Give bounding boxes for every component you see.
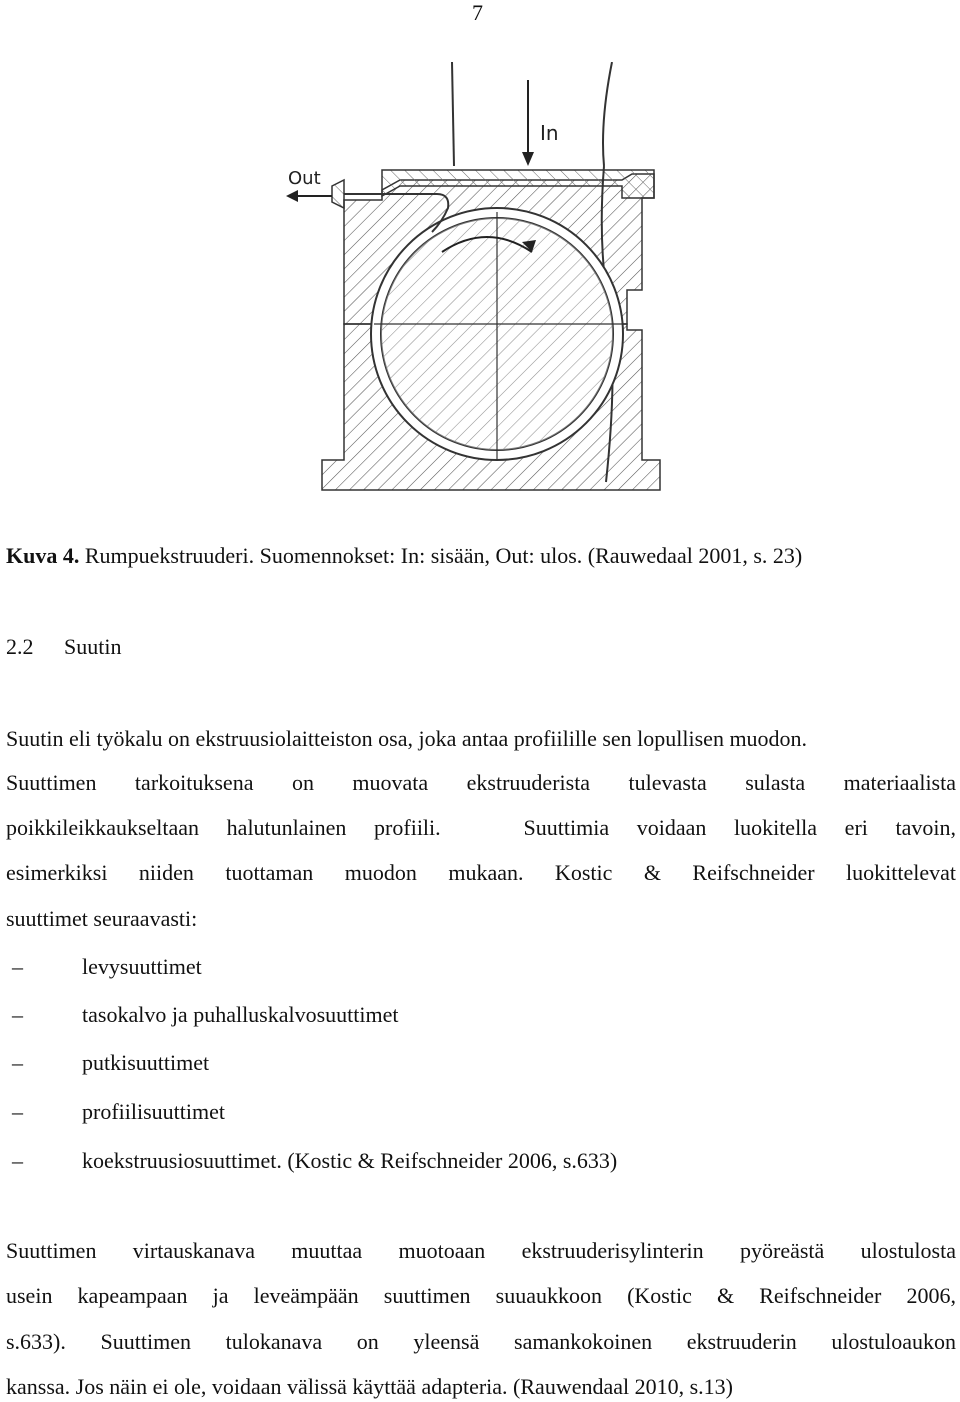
label-in: In bbox=[540, 121, 559, 145]
list-item-text: koekstruusiosuuttimet. (Kostic & Reifschneider 2006, s.633) bbox=[82, 1148, 618, 1173]
out-arrow-head bbox=[286, 190, 298, 202]
list-dash: – bbox=[12, 1099, 23, 1124]
list-item-text: putkisuuttimet bbox=[82, 1050, 210, 1075]
section-title: Suutin bbox=[64, 634, 122, 659]
inlet-wall-left bbox=[452, 62, 454, 166]
page-number: 7 bbox=[472, 0, 483, 25]
caption-text: Rumpuekstruuderi. Suomennokset: In: sisään, Out: ulos. (Rauwedaal 2001, s. 23) bbox=[79, 543, 803, 568]
paragraph1-line-3: poikkileikkaukseltaan halutunlainen profiili. Suuttimia voidaan luokitella eri tavoin, bbox=[6, 815, 956, 840]
list-item-text: profiilisuuttimet bbox=[82, 1099, 225, 1124]
list-dash: – bbox=[12, 1002, 23, 1027]
drum-extruder-figure bbox=[282, 62, 672, 506]
paragraph2-line-1: Suuttimen virtauskanava muuttaa muotoaan ekstruuderisylinterin pyöreästä ulostulosta bbox=[6, 1238, 956, 1263]
caption-label: Kuva 4. bbox=[6, 543, 80, 568]
list-dash: – bbox=[12, 954, 23, 979]
section-number: 2.2 bbox=[6, 634, 34, 659]
paragraph1-line-1: Suutin eli työkalu on ekstruusiolaitteiston osa, joka antaa profiilille sen lopullisen muodon. bbox=[6, 726, 808, 751]
list-dash: – bbox=[12, 1148, 23, 1173]
inlet-wall-right bbox=[603, 62, 612, 166]
paragraph2-line-2: usein kapeampaan ja leveämpään suuttimen suuaukkoon (Kostic & Reifschneider 2006, bbox=[6, 1283, 956, 1308]
outlet-nozzle bbox=[332, 180, 344, 208]
paragraph1-line-5: suuttimet seuraavasti: bbox=[6, 906, 198, 931]
list-item-text: levysuuttimet bbox=[82, 954, 202, 979]
list-dash: – bbox=[12, 1050, 23, 1075]
section-heading bbox=[6, 634, 121, 660]
list-item-text: tasokalvo ja puhalluskalvosuuttimet bbox=[82, 1002, 399, 1027]
in-arrow-head bbox=[522, 152, 534, 166]
paragraph1-line-4: esimerkiksi niiden tuottaman muodon mukaan. Kostic & Reifschneider luokittelevat bbox=[6, 860, 956, 885]
label-out: Out bbox=[288, 168, 321, 189]
paragraph2-line-4: kanssa. Jos näin ei ole, voidaan välissä käyttää adapteria. (Rauwendaal 2010, s.13) bbox=[6, 1374, 733, 1399]
paragraph1-line-2: Suuttimen tarkoituksena on muovata ekstruuderista tulevasta sulasta materiaalista bbox=[6, 770, 956, 795]
figure-caption bbox=[6, 543, 802, 569]
paragraph2-line-3: s.633). Suuttimen tulokanava on yleensä samankokoinen ekstruuderin ulostuloaukon bbox=[6, 1329, 956, 1354]
